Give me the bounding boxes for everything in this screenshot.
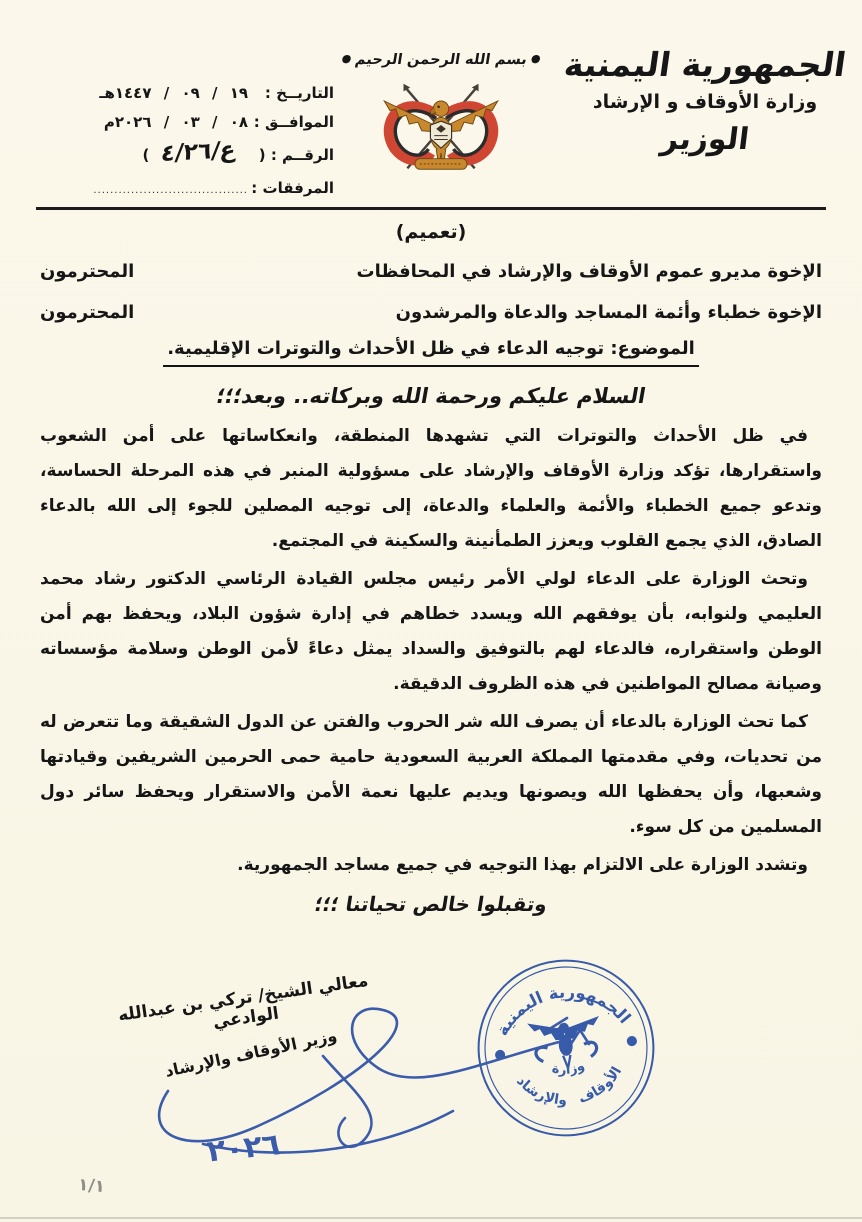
reference-number-close-paren: ) [142, 146, 150, 164]
body-paragraph: كما تحث الوزارة بالدعاء أن يصرف الله شر الحروب والفتن عن الدول الشقيقة وما تتعرض له من تحديات، وفي مقدمتها المملكة العربية السعودية حامية حمى الحرمين الشريفين وقيادتها وشعبها، وأن يحفظها الله ويصونها ويديم عليها نعمة الأمن والاستقرار ويحفظ سائر دول المسلمين من كل سوء. [40, 712, 822, 837]
basmala-calligraphy [329, 52, 554, 68]
stamp-side-dot-icon [495, 1049, 506, 1060]
minister-name: معالي الشيخ/ تركي بن عبدالله الوادعي [116, 970, 370, 1033]
hijri-date-label: التاريــخ : [264, 84, 334, 102]
scan-edge-line [0, 1217, 862, 1219]
minister-title: وزير الأوقاف والإرشاد [163, 1025, 339, 1081]
letterhead-ministry-block [554, 46, 856, 157]
subject-line: الموضوع: توجيه الدعاء في ظل الأحداث والتوترات الإقليمية. [163, 338, 699, 367]
hijri-date-value: ١٩ / ٠٩ / ١٤٤٧هـ [99, 84, 248, 102]
addressee-text: الإخوة خطباء وأئمة المساجد والدعاة والمرشدون [395, 302, 822, 323]
signature-year-handwritten: ٢٠٢٦ [205, 1127, 282, 1170]
reference-number-row [26, 136, 334, 168]
addressee-text: الإخوة مديرو عموم الأوقاف والإرشاد في المحافظات [356, 261, 822, 282]
hijri-date-row [26, 84, 334, 102]
closing-line: وتقبلوا خالص تحياتنا ؛؛؛ [312, 892, 550, 916]
ministry-name: وزارة الأوقاف و الإرشاد [592, 90, 818, 113]
gregorian-date-row [26, 113, 334, 131]
circular-heading: (تعميم) [395, 221, 467, 243]
ministry-round-stamp [465, 947, 667, 1149]
body-paragraph: وتحث الوزارة على الدعاء لولي الأمر رئيس مجلس القيادة الرئاسي الدكتور رشاد محمد العليمي ولنوابه، بأن يوفقهم الله ويسدد خطاهم في إدارة شؤون البلاد، ويحفظ بهم أمن الوطن واستقراره، فالدعاء لهم بالتوفيق والسداد يمثل دعاءً لأمن الوطن وسلامة مؤسساته وصيانة مصالح المواطنين في هذه الظروف الدقيقة. [40, 569, 822, 694]
body-paragraph: وتشدد الوزارة على الالتزام بهذا التوجيه في جميع مساجد الجمهورية. [237, 855, 808, 875]
attachments-row [26, 179, 334, 197]
attachments-label: المرفقات : [251, 179, 334, 197]
header-divider-line [36, 207, 826, 210]
page-number: ١/١ [77, 1174, 106, 1198]
basmala-dot-icon: ● [340, 52, 353, 65]
attachments-dotted-line: ..................................... [93, 184, 248, 196]
reference-number-handwritten: ع/٤/٢٦ [160, 136, 238, 168]
signature-block [88, 967, 405, 1084]
yemen-eagle-emblem-icon [377, 76, 505, 176]
basmala-text: بسم الله الرحمن الرحيم [353, 52, 529, 68]
stamp-ministry-word: وزارة [550, 1058, 587, 1078]
reference-meta-block [26, 84, 334, 208]
gregorian-date-label: الموافــق : [253, 113, 334, 131]
addressee-honorific: المحترمون [40, 261, 135, 282]
stamp-ministry-name: الأوقاف والإرشاد [513, 1064, 626, 1109]
stamp-country-text: الجمهورية اليمنية [492, 982, 635, 1039]
letterhead-center [330, 52, 552, 180]
addressee-honorific: المحترمون [40, 302, 135, 323]
basmala-dot-icon: ● [530, 52, 542, 65]
salutation-line: السلام عليكم ورحمة الله وبركاته.. وبعد؛؛؛ [214, 384, 648, 408]
letter-body [40, 221, 822, 916]
stamp-eagle-icon [528, 1017, 603, 1072]
addressee-row [40, 292, 822, 333]
addressee-row [40, 251, 822, 292]
country-title: الجمهورية اليمنية [561, 45, 849, 84]
body-paragraph: في ظل الأحداث والتوترات التي تشهدها المنطقة، وانعكاساتها على أمن الشعوب واستقرارها، تؤكد وزارة الأوقاف والإرشاد على مسؤولية المنبر في هذه المرحلة الحساسة، وتدعو جميع الخطباء والأئمة والعلماء والدعاة، إلى توجيه المصلين للجوء إلى الله بالدعاء الصادق، الذي يجمع القلوب ويعزز الطمأنينة والسكينة في المجتمع. [40, 426, 822, 551]
reference-number-label: الرقــم : ( [258, 146, 334, 164]
minister-office-title: الوزير [659, 121, 751, 157]
stamp-side-dot-icon [626, 1036, 637, 1047]
gregorian-date-value: ٠٨ / ٠٣ / ٢٠٢٦م [103, 113, 248, 131]
